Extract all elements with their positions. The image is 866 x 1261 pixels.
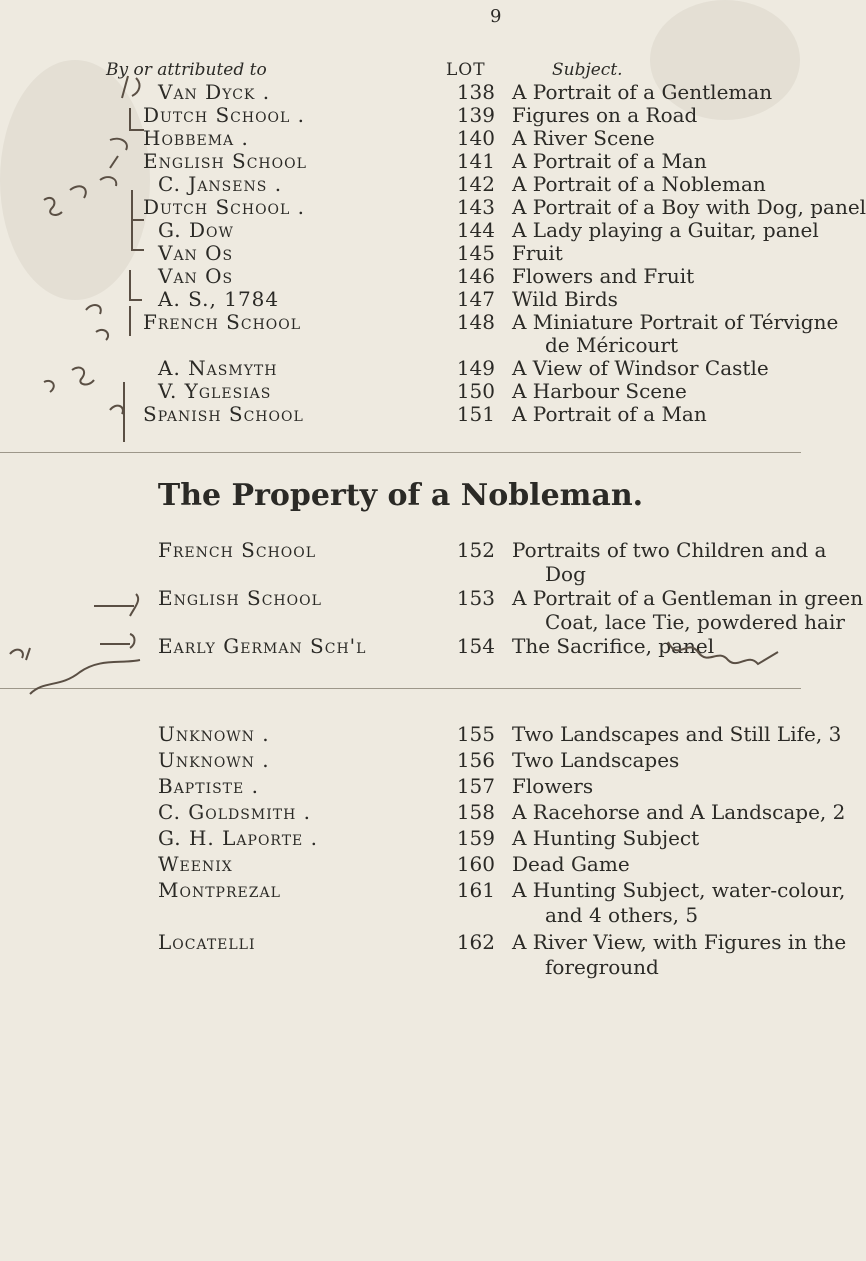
- subject-text: A Miniature Portrait of Térvigne: [512, 310, 839, 334]
- subject-text: A Portrait of a Nobleman: [512, 172, 766, 196]
- subject-text: A Harbour Scene: [512, 379, 687, 403]
- subject-text: A Portrait of a Gentleman: [512, 80, 773, 104]
- handwritten-annotations: [0, 634, 150, 714]
- artist-name: G. Dow: [158, 218, 234, 242]
- artist-name: Baptiste .: [158, 774, 259, 798]
- pencil-bracket: [110, 382, 124, 442]
- artist-name: C. Jansens .: [158, 172, 283, 196]
- lot-number: 151: [456, 402, 495, 426]
- subject-text: A River View, with Figures in the: [512, 930, 847, 954]
- subject-text: A Racehorse and A Landscape, 2: [512, 800, 846, 824]
- subject-text: Dead Game: [512, 852, 630, 876]
- subject-text: A Hunting Subject, water-colour,: [512, 878, 846, 902]
- lot-number: 159: [456, 826, 495, 850]
- artist-name: Unknown .: [158, 748, 270, 772]
- pencil-mark: [44, 368, 94, 392]
- artist-name: Van Os: [158, 264, 234, 288]
- pencil-mark: [10, 648, 30, 660]
- lot-row: [0, 722, 842, 748]
- subject-continuation: foreground: [545, 955, 659, 979]
- subject-continuation: Dog: [545, 562, 586, 586]
- subject-text: Flowers: [512, 774, 594, 798]
- lot-row: [0, 538, 827, 564]
- lot-number: 141: [456, 149, 495, 173]
- subject-text: A Portrait of a Man: [512, 402, 707, 426]
- lot-number: 143: [456, 195, 495, 219]
- artist-name: French School: [143, 310, 302, 334]
- artist-name: Van Dyck .: [158, 80, 271, 104]
- artist-name: Spanish School: [143, 402, 304, 426]
- lot-number: 153: [456, 586, 495, 610]
- lot-number: 162: [456, 930, 495, 954]
- artist-name: Van Os: [158, 241, 234, 265]
- lot-number: 149: [456, 356, 495, 380]
- subject-text: A View of Windsor Castle: [512, 356, 769, 380]
- lot-row: [0, 800, 846, 826]
- pencil-bracket: [130, 108, 144, 130]
- artist-name: V. Yglesias: [158, 379, 272, 403]
- lot-number: 152: [456, 538, 495, 562]
- artist-name: A. Nasmyth: [158, 356, 278, 380]
- lot-row: [0, 878, 846, 904]
- lot-row: [0, 748, 801, 774]
- pencil-mark: [70, 177, 116, 198]
- lot-number: 146: [456, 264, 495, 288]
- artist-name: Weenix: [158, 852, 233, 876]
- artist-name: Locatelli: [158, 930, 256, 954]
- artist-name: Unknown .: [158, 722, 270, 746]
- pencil-bracket: [132, 190, 144, 250]
- pencil-mark: [110, 139, 127, 168]
- subject-text: Two Landscapes: [512, 748, 680, 772]
- lot-number: 157: [456, 774, 495, 798]
- artist-name: A. S., 1784: [158, 287, 280, 311]
- lot-number: 142: [456, 172, 495, 196]
- subject-text: The Sacrifice, panel: [512, 634, 715, 658]
- subject-column-header: Subject.: [552, 60, 623, 80]
- subject-text: A Portrait of a Man: [512, 149, 707, 173]
- subject-continuation: Coat, lace Tie, powdered hair: [545, 610, 845, 634]
- subject-text: Flowers and Fruit: [512, 264, 695, 288]
- lot-number: 147: [456, 287, 495, 311]
- subject-text: Wild Birds: [512, 287, 618, 311]
- artist-name: Early German Sch'l: [158, 634, 367, 658]
- pencil-mark: [94, 594, 138, 616]
- lot-number: 156: [456, 748, 495, 772]
- pencil-scrawl: [668, 642, 778, 664]
- lot-number: 140: [456, 126, 495, 150]
- subject-continuation: de Méricourt: [545, 333, 678, 357]
- subject-text: A Lady playing a Guitar, panel: [512, 218, 819, 242]
- subject-continuation: and 4 others, 5: [545, 903, 699, 927]
- lot-number: 154: [456, 634, 495, 658]
- subject-text: A River Scene: [512, 126, 655, 150]
- pencil-mark: [122, 76, 139, 98]
- artist-name: Hobbema .: [143, 126, 249, 150]
- lot-row: [0, 774, 801, 800]
- lot-number: 150: [456, 379, 495, 403]
- subject-text: A Hunting Subject: [512, 826, 700, 850]
- handwritten-annotations: [660, 630, 800, 670]
- pencil-mark: [44, 198, 62, 215]
- artist-name: English School: [143, 149, 307, 173]
- page-number: 9: [490, 6, 502, 27]
- lot-number: 160: [456, 852, 495, 876]
- subject-text: Figures on a Road: [512, 103, 698, 127]
- lot-number: 145: [456, 241, 495, 265]
- lot-row: [0, 852, 801, 878]
- artist-name: French School: [158, 538, 317, 562]
- lot-row: [0, 930, 847, 956]
- artist-name: Dutch School .: [143, 103, 306, 127]
- artist-name: English School: [158, 586, 322, 610]
- subject-text: A Portrait of a Gentleman in green: [512, 586, 864, 610]
- lot-row: [0, 826, 801, 852]
- artist-name: Dutch School .: [143, 195, 306, 219]
- pencil-mark: [86, 305, 108, 340]
- subject-text: Portraits of two Children and a: [512, 538, 827, 562]
- lot-number: 161: [456, 878, 495, 902]
- lot-column-header: LOT: [446, 60, 486, 80]
- artist-name: G. H. Laporte .: [158, 826, 318, 850]
- handwritten-annotations: [0, 70, 160, 450]
- subject-text: A Portrait of a Boy with Dog, panel: [512, 195, 866, 219]
- pencil-scrawl: [30, 660, 140, 694]
- section-title: The Property of a Nobleman.: [157, 478, 644, 513]
- pencil-bracket: [130, 270, 142, 336]
- lot-number: 148: [456, 310, 495, 334]
- subject-text: Two Landscapes and Still Life, 3: [512, 722, 842, 746]
- lot-number: 138: [456, 80, 495, 104]
- lot-number: 155: [456, 722, 495, 746]
- lot-number: 158: [456, 800, 495, 824]
- lot-number: 139: [456, 103, 495, 127]
- lot-number: 144: [456, 218, 495, 242]
- subject-text: Fruit: [512, 241, 563, 265]
- artist-name: C. Goldsmith .: [158, 800, 311, 824]
- artist-name: Montprezal: [158, 878, 281, 902]
- artist-column-header: By or attributed to: [106, 60, 267, 80]
